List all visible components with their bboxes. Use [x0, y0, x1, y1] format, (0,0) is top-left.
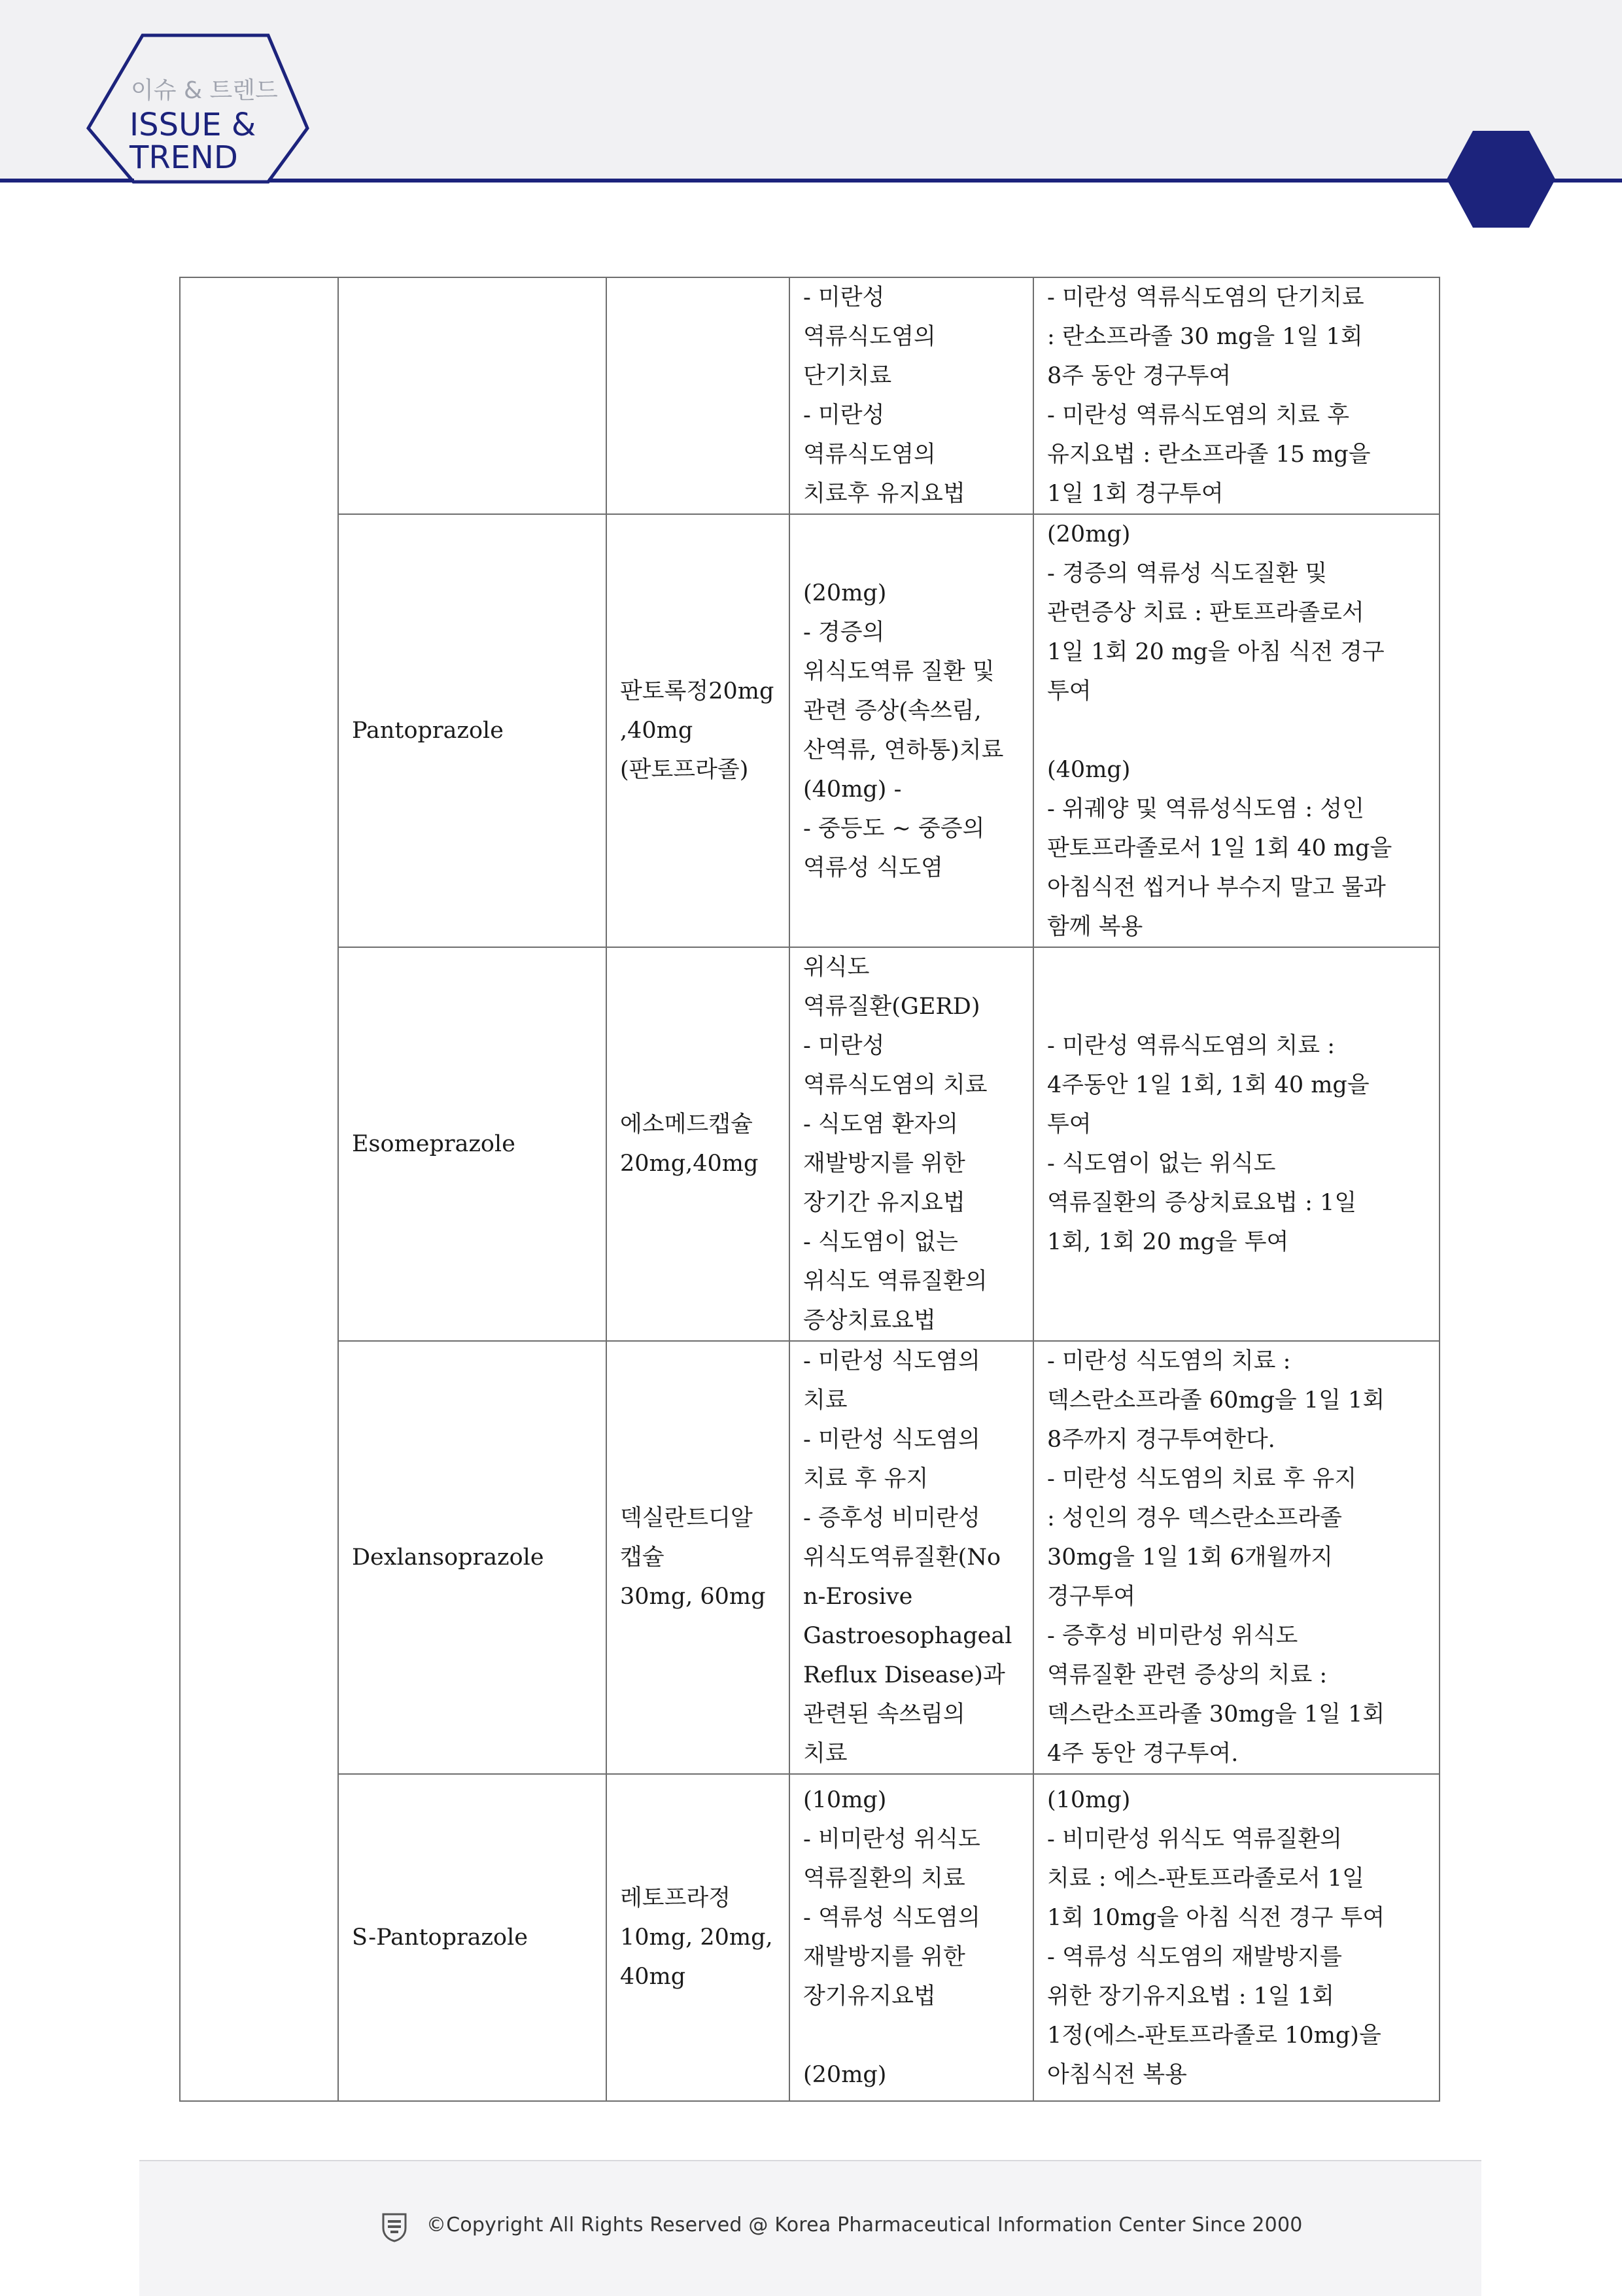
- ingredient-cell: [338, 277, 606, 514]
- indication-cell: 위식도 역류질환(GERD) - 미란성 역류식도염의 치료 - 식도염 환자의 재발방지를 위한 장기간 유지요법 - 식도염이 없는 위식도 역류질환의 증상치료요법: [789, 947, 1033, 1341]
- product-cell: [606, 277, 789, 514]
- ppi-product-table: [179, 277, 1440, 2102]
- table-row: [180, 947, 1440, 1341]
- table-row: [180, 1774, 1440, 2101]
- ingredient-cell: Dexlansoprazole: [338, 1341, 606, 1774]
- dosage-cell: - 미란성 역류식도염의 단기치료 : 란소프라졸 30 mg을 1일 1회 8주 동안 경구투여 - 미란성 역류식도염의 치료 후 유지요법 : 란소프라졸 15 mg을 1일 1회 경구투여: [1033, 277, 1440, 514]
- table-row: [180, 277, 1440, 514]
- dosage-cell: - 미란성 역류식도염의 치료 : 4주동안 1일 1회, 1회 40 mg을 투여 - 식도염이 없는 위식도 역류질환의 증상치료요법 : 1일 1회, 1회 20 mg을 투여: [1033, 947, 1440, 1341]
- category-cell: [180, 277, 338, 2101]
- product-cell: 에소메드캡슐 20mg,40mg: [606, 947, 789, 1341]
- table-row: [180, 1341, 1440, 1774]
- logo-korean-label: 이슈 & 트렌드: [131, 77, 278, 104]
- logo-english-line2: TREND: [129, 139, 238, 176]
- product-cell: 판토록정20mg ,40mg (판토프라졸): [606, 514, 789, 947]
- indication-cell: - 미란성 역류식도염의 단기치료 - 미란성 역류식도염의 치료후 유지요법: [789, 277, 1033, 514]
- copyright-text: ©Copyright All Rights Reserved @ Korea Pharmaceutical Information Center Since 2000: [426, 2214, 1303, 2236]
- product-cell: 덱실란트디알 캡슐 30mg, 60mg: [606, 1341, 789, 1774]
- indication-cell: (20mg) - 경증의 위식도역류 질환 및 관련 증상(속쓰림, 산역류, 연하통)치료 (40mg) - - 중등도 ~ 중증의 역류성 식도염: [789, 514, 1033, 947]
- ingredient-cell: Pantoprazole: [338, 514, 606, 947]
- product-cell: 레토프라정 10mg, 20mg, 40mg: [606, 1774, 789, 2101]
- dosage-cell: (10mg) - 비미란성 위식도 역류질환의 치료 : 에스-판토프라졸로서 1일 1회 10mg을 아침 식전 경구 투여 - 역류성 식도염의 재발방지를 위한 장기유지요법 : 1일 1회 1정(에스-판토프라졸로 10mg)을 아침식전 복용: [1033, 1774, 1440, 2101]
- indication-cell: - 미란성 식도염의 치료 - 미란성 식도염의 치료 후 유지 - 증후성 비미란성 위식도역류질환(No n-Erosive Gastroesophageal Reflux Disease)과 관련된 속쓰림의 치료: [789, 1341, 1033, 1774]
- table-row: [180, 514, 1440, 947]
- ingredient-cell: S-Pantoprazole: [338, 1774, 606, 2101]
- hexagon-badge-icon: [1445, 130, 1557, 229]
- dosage-cell: - 미란성 식도염의 치료 : 덱스란소프라졸 60mg을 1일 1회 8주까지 경구투여한다. - 미란성 식도염의 치료 후 유지 : 성인의 경우 덱스란소프라졸 30mg을 1일 1회 6개월까지 경구투여 - 증후성 비미란성 위식도 역류질환 관련 증상의 치료 : 덱스란소프라졸 30mg을 1일 1회 4주 동안 경구투여.: [1033, 1341, 1440, 1774]
- logo-english-line1: ISSUE &: [129, 107, 256, 143]
- dosage-cell: (20mg) - 경증의 역류성 식도질환 및 관련증상 치료 : 판토프라졸로서 1일 1회 20 mg을 아침 식전 경구 투여 (40mg) - 위궤양 및 역류성식도염 : 성인 판토프라졸로서 1일 1회 40 mg을 아침식전 씹거나 부수지 말고 물과 함께 복용: [1033, 514, 1440, 947]
- indication-cell: (10mg) - 비미란성 위식도 역류질환의 치료 - 역류성 식도염의 재발방지를 위한 장기유지요법 (20mg): [789, 1774, 1033, 2101]
- kpic-shield-icon: [381, 2212, 407, 2242]
- issue-trend-logo: [0, 0, 340, 190]
- ingredient-cell: Esomeprazole: [338, 947, 606, 1341]
